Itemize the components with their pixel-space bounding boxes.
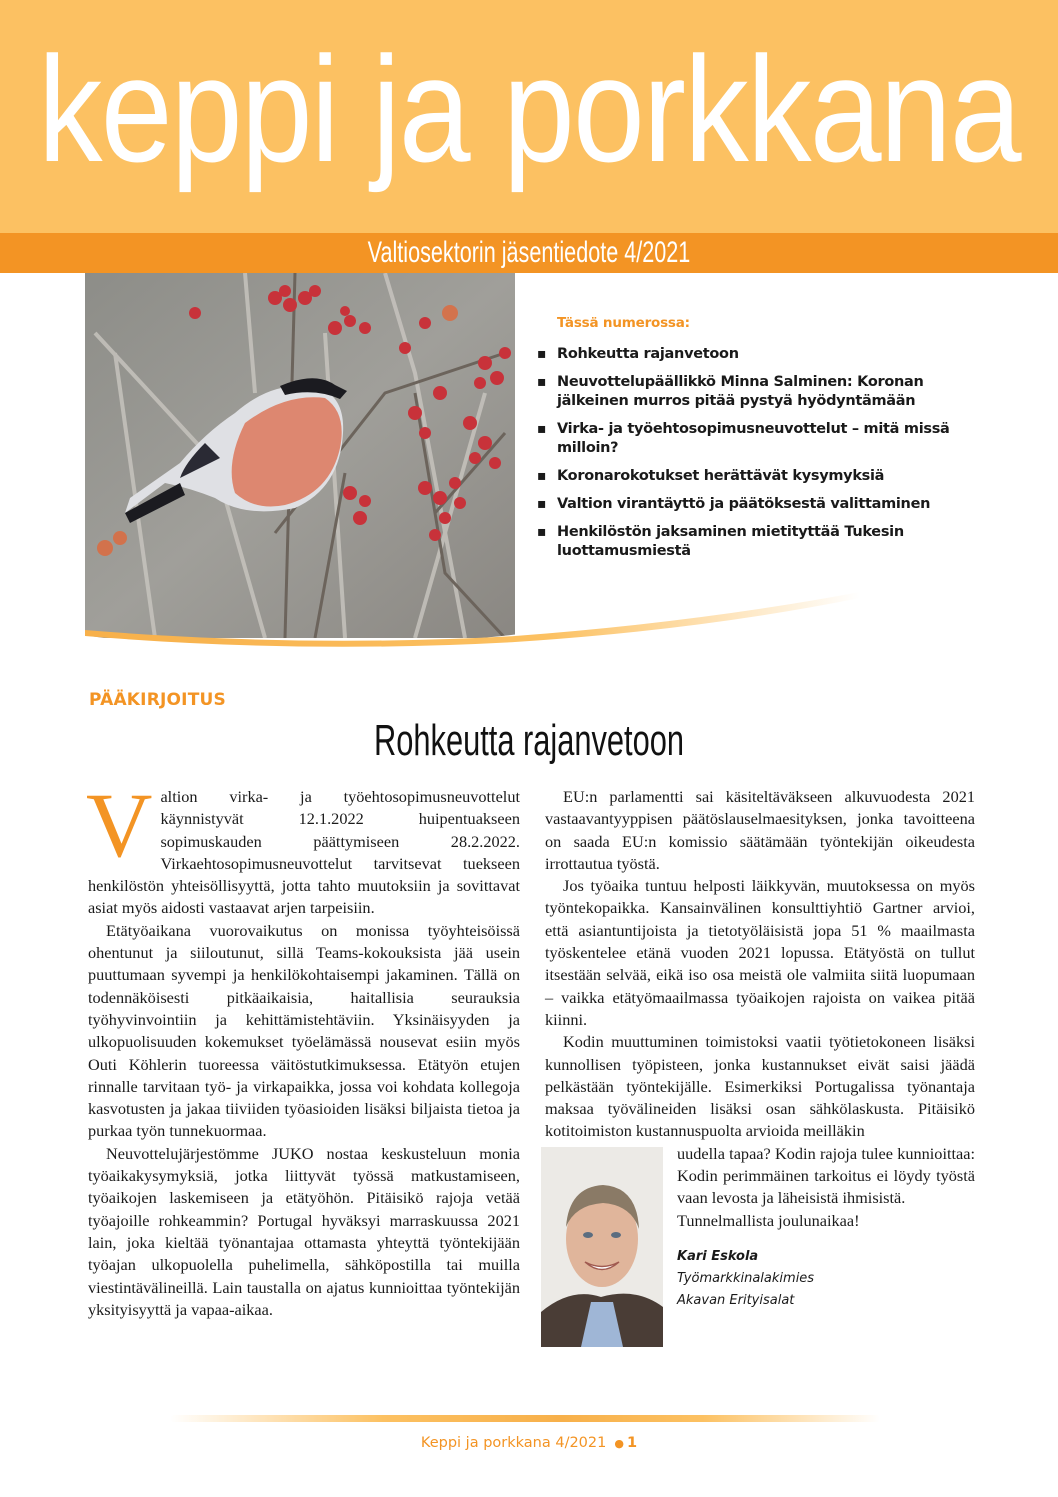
toc-item[interactable]: ▪ Rohkeutta rajanvetoon — [535, 345, 955, 364]
footer-divider — [170, 1415, 880, 1422]
toc-heading: Tässä numerossa: — [557, 315, 690, 331]
decorative-swoosh — [0, 560, 1058, 660]
issue-subtitle: Valtiosektorin jäsentiedote 4/2021 — [367, 236, 691, 269]
article-paragraph: Etätyöaikana vuorovaikutus on monissa työyhteisöissä ohentunut ja siiloutunut, sillä Teams-kokouksista jää usein puuttumaan syvempi ja henkilökohtaisempi jakaminen. Tällä on todennäköisesti pitkäaikaisia, haitallisia seurauksia työhyvinvointiin ja kehittämistehtäviin. Yksinäisyyden ja ulkopuolisuuden kokemukset työelämässä nousevat esiin myös Outi Köhlerin tuoreessa väitöstutkimuksessa. Etätyön etujen rinnalle tarvitaan työ- ja virkapaikka, jossa voi kohdata kollegoja kasvotusten ja jakaa tiiviiden työasioiden lisäksi biljaista tietoa ja purkaa työn tunnekuormaa. — [88, 920, 520, 1141]
masthead — [0, 0, 1058, 234]
toc-list — [535, 345, 955, 561]
section-label: PÄÄKIRJOITUS — [89, 690, 226, 710]
toc-item[interactable]: ▪ Koronarokotukset herättävät kysymyksiä — [535, 467, 955, 486]
footer-publication: Keppi ja porkkana 4/2021 — [420, 1435, 607, 1451]
table-of-contents — [535, 315, 955, 570]
toc-item[interactable]: ▪ Virka- ja työehtosopimusneuvottelut – mitä missä milloin? — [535, 420, 955, 458]
article-paragraph: EU:n parlamentti sai käsiteltäväkseen alkuvuodesta 2021 vastaavantyyppisen päätöslauselmaesityksen, jonka tavoitteena on saada EU:n komissio säätämään työntekijän oikeudesta irrottautua työstä. — [545, 787, 975, 873]
page-footer — [0, 1435, 1058, 1451]
drop-cap: V — [86, 774, 153, 876]
article-paragraph-continued: uudella tapaa? Kodin rajoja tulee kunnioittaa: Kodin perimmäinen tarkoitus ei löydy työstä vaan levosta ja läheisistä ihmisistä. — [677, 1143, 975, 1208]
author-portrait — [541, 1147, 663, 1347]
article-paragraph: Jos työaika tuntuu helposti läikkyvän, muutoksessa on myös työntekopaikka. Kansainvälinen konsulttiyhtiö Gartner arvioi, että asiantuntijoista ja tietotyöläisistä jopa 51 % maailmasta työskentelee etänä vuoden 2021 lopussa. Etätyöstä on tullut itsestään selvää, eikä iso osa meistä ole valmiita siitä luopumaan – vaikka etätyömaailmassa työaikojen rajoista on vaikea pitää kiinni. — [545, 876, 975, 1029]
page-number: 1 — [626, 1435, 638, 1451]
author-organization: Akavan Erityisalat — [677, 1292, 795, 1308]
bullet-dot-icon: ● — [614, 1437, 624, 1450]
article-paragraph: Neuvottelujärjestömme JUKO nostaa keskusteluun monia työaikakysymyksiä, jotka liittyvät työssä matkustamiseen, työaikojen laskemiseen ja etätyöhön. Pitäisikö rajoja vetää työajoille rohkeammin? Portugal hyväksyi marraskuussa 2021 lain, joka kieltää työnantajaa ottamasta yhteyttä työntekijään työajan ulkopuolella puhelimella, sähköpostilla tai muilla viestintävälineillä. Lain taustalla on ajatus kunnioittaa työntekijän yksityisyyttä ja vapaa-aikaa. — [88, 1143, 520, 1319]
article-paragraph: Kodin muuttuminen toimistoksi vaatii työtietokoneen lisäksi kunnollisen työpisteen, jonka kustannukset eivät saisi jäädä pelkästään työntekijälle. Esimerkiksi Portugalissa työnantaja maksaa työvälineiden lisäksi osan sähkölaskusta. Pitäisikö kotitoimiston kustannuspuolta arvioida meilläkin — [545, 1032, 975, 1141]
masthead-title: keppi ja porkkana — [38, 25, 1020, 193]
author-block — [545, 1143, 975, 1312]
toc-item[interactable]: ▪ Valtion virantäyttö ja päätöksestä valittaminen — [535, 495, 955, 514]
toc-item[interactable]: ▪ Neuvottelupäällikkö Minna Salminen: Koronan jälkeinen murros pitää pystyä hyödyntämään — [535, 373, 955, 411]
article-paragraph: Valtion virka- ja työehtosopimusneuvottelut käynnistyvät 12.1.2022 huipentuakseen sopimuskauden päättymiseen 28.2.2022. Virkaehtosopimusneuvottelut tarvitsevat tuekseen henkilöstön yhteisöllisyyttä, jotta tahto muutoksiin ja sovittavat asiat myös aidosti vastaavat arjen tarpeisiin. — [86, 774, 520, 918]
closing-greeting: Tunnelmallista joulunaikaa! — [677, 1210, 860, 1230]
toc-item[interactable]: ▪ Henkilöstön jaksaminen mietityttää Tukesin luottamusmiestä — [535, 523, 955, 561]
author-name: Kari Eskola — [677, 1248, 759, 1264]
author-title: Työmarkkinalakimies — [677, 1270, 815, 1286]
article-column-right — [545, 786, 975, 1347]
article-column-left — [86, 774, 520, 1321]
article-headline: Rohkeutta rajanvetoon — [374, 716, 684, 765]
